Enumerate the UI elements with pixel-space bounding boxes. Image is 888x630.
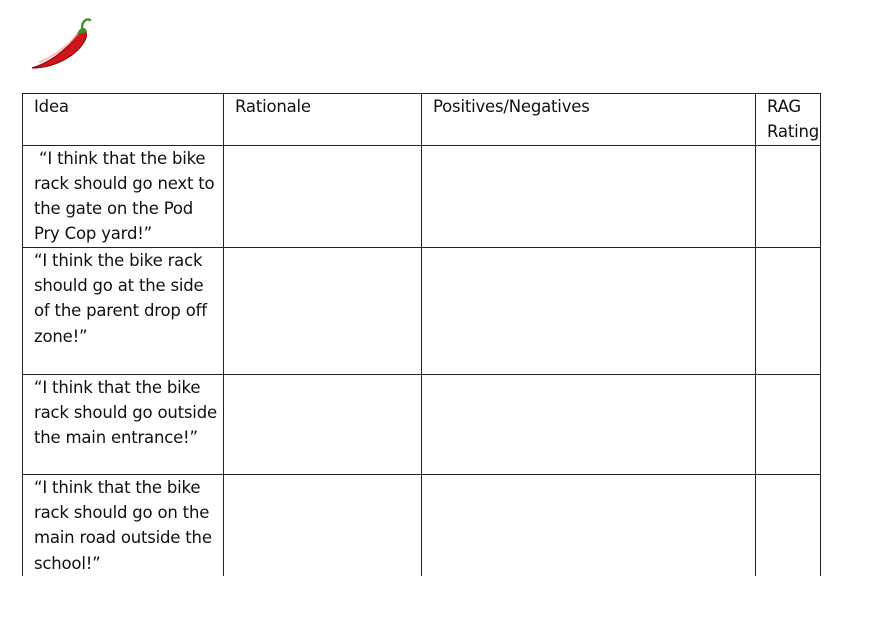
idea-cell: “I think that the bike rack should go outside the main entrance!” (23, 374, 224, 474)
rationale-cell[interactable] (224, 474, 422, 576)
header-rationale: Rationale (224, 94, 422, 146)
positives-negatives-cell[interactable] (422, 145, 756, 247)
rag-rating-cell[interactable] (756, 374, 821, 474)
header-idea: Idea (23, 94, 224, 146)
header-rag-rating: RAG Rating (756, 94, 821, 146)
rag-rating-cell[interactable] (756, 474, 821, 576)
table-row (23, 247, 821, 374)
rationale-cell[interactable] (224, 145, 422, 247)
rag-rating-cell[interactable] (756, 247, 821, 374)
table-header-row (23, 94, 821, 146)
rationale-cell[interactable] (224, 247, 422, 374)
idea-cell: “I think the bike rack should go at the side of the parent drop off zone!” (23, 247, 224, 374)
rationale-cell[interactable] (224, 374, 422, 474)
table-row (23, 474, 821, 576)
chili-pepper-icon (26, 12, 94, 72)
ideas-table (22, 93, 821, 576)
rag-rating-cell[interactable] (756, 145, 821, 247)
positives-negatives-cell[interactable] (422, 247, 756, 374)
table-row (23, 145, 821, 247)
table-row (23, 374, 821, 474)
positives-negatives-cell[interactable] (422, 374, 756, 474)
idea-cell: “I think that the bike rack should go on the main road outside the school!” (23, 474, 224, 576)
positives-negatives-cell[interactable] (422, 474, 756, 576)
header-positives-negatives: Positives/Negatives (422, 94, 756, 146)
idea-cell: “I think that the bike rack should go next to the gate on the Pod Pry Cop yard!” (23, 145, 224, 247)
